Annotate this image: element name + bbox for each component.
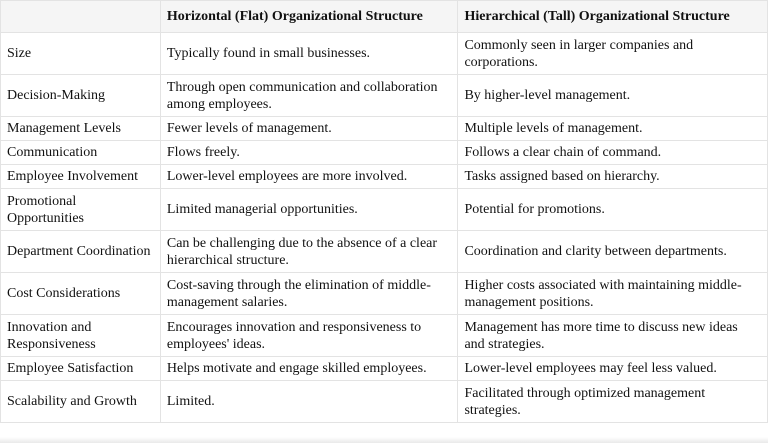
table-row — [1, 141, 768, 165]
aspect-cell: Innovation and Responsiveness — [1, 315, 161, 357]
table-row — [1, 117, 768, 141]
flat-cell: Helps motivate and engage skilled employees. — [160, 357, 458, 381]
aspect-cell: Employee Involvement — [1, 165, 161, 189]
flat-cell: Typically found in small businesses. — [160, 33, 458, 75]
flat-cell: Limited. — [160, 381, 458, 423]
aspect-cell: Management Levels — [1, 117, 161, 141]
header-row — [1, 1, 768, 33]
aspect-cell: Promotional Opportunities — [1, 189, 161, 231]
tall-cell: Facilitated through optimized management strategies. — [458, 381, 768, 423]
aspect-cell: Communication — [1, 141, 161, 165]
table-row — [1, 231, 768, 273]
flat-cell: Limited managerial opportunities. — [160, 189, 458, 231]
aspect-cell: Employee Satisfaction — [1, 357, 161, 381]
aspect-cell: Decision-Making — [1, 75, 161, 117]
tall-cell: Follows a clear chain of command. — [458, 141, 768, 165]
tall-cell: Potential for promotions. — [458, 189, 768, 231]
table-row — [1, 381, 768, 423]
table-row — [1, 75, 768, 117]
tall-cell: Multiple levels of management. — [458, 117, 768, 141]
table-row — [1, 33, 768, 75]
table-row — [1, 357, 768, 381]
table-row — [1, 165, 768, 189]
header-flat: Horizontal (Flat) Organizational Structure — [160, 1, 458, 33]
aspect-cell: Department Coordination — [1, 231, 161, 273]
flat-cell: Cost-saving through the elimination of middle-management salaries. — [160, 273, 458, 315]
aspect-cell: Scalability and Growth — [1, 381, 161, 423]
flat-cell: Fewer levels of management. — [160, 117, 458, 141]
table-row — [1, 273, 768, 315]
tall-cell: Higher costs associated with maintaining middle-management positions. — [458, 273, 768, 315]
tall-cell: Coordination and clarity between departments. — [458, 231, 768, 273]
tall-cell: Management has more time to discuss new ideas and strategies. — [458, 315, 768, 357]
header-aspect — [1, 1, 161, 33]
flat-cell: Flows freely. — [160, 141, 458, 165]
tall-cell: By higher-level management. — [458, 75, 768, 117]
flat-cell: Lower-level employees are more involved. — [160, 165, 458, 189]
aspect-cell: Size — [1, 33, 161, 75]
bottom-fade — [0, 437, 768, 443]
flat-cell: Encourages innovation and responsiveness to employees' ideas. — [160, 315, 458, 357]
table-row — [1, 315, 768, 357]
tall-cell: Lower-level employees may feel less valued. — [458, 357, 768, 381]
header-tall: Hierarchical (Tall) Organizational Structure — [458, 1, 768, 33]
table-row — [1, 189, 768, 231]
tall-cell: Commonly seen in larger companies and corporations. — [458, 33, 768, 75]
tall-cell: Tasks assigned based on hierarchy. — [458, 165, 768, 189]
aspect-cell: Cost Considerations — [1, 273, 161, 315]
flat-cell: Through open communication and collaboration among employees. — [160, 75, 458, 117]
flat-cell: Can be challenging due to the absence of a clear hierarchical structure. — [160, 231, 458, 273]
